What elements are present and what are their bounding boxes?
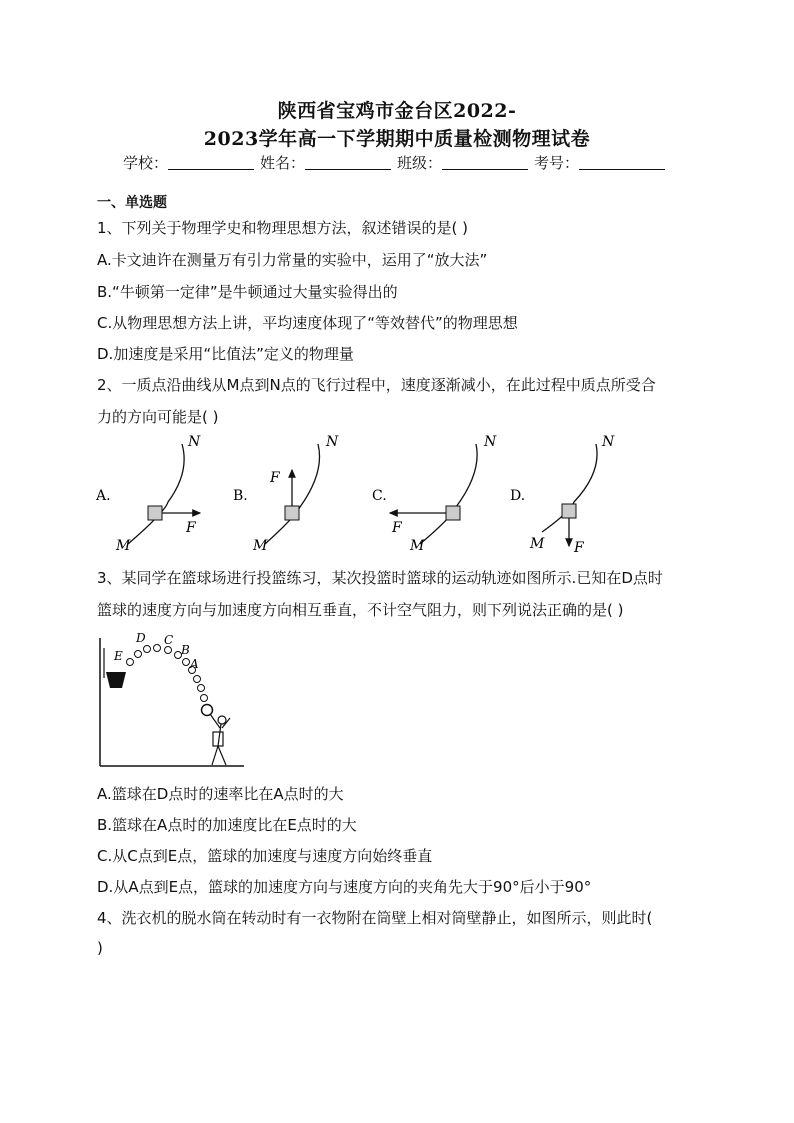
- q2-stem-line2: 力的方向可能是( ): [97, 408, 219, 426]
- q2-d-f-label: F: [574, 540, 584, 556]
- q2-option-b-label: B.: [233, 488, 248, 504]
- id-blank[interactable]: [579, 155, 665, 170]
- id-label: 考号：: [534, 154, 580, 172]
- student-info-row: [0, 152, 794, 173]
- q2-d-n-label: N: [602, 434, 615, 450]
- q2-options-diagram: [90, 432, 650, 560]
- name-label: 姓名：: [259, 154, 305, 172]
- q2-d-m-label: M: [530, 536, 545, 552]
- q2-stem-line1: 2、一质点沿曲线从M点到N点的飞行过程中，速度逐渐减小，在此过程中质点所受合: [97, 376, 656, 394]
- q3-basketball-diagram: [94, 628, 254, 772]
- hoop-icon: [106, 672, 126, 688]
- q2-option-a-label: A.: [96, 488, 111, 504]
- q2-option-d-label: D.: [510, 488, 526, 504]
- q3-point-d: D: [136, 631, 146, 645]
- q3-option-c[interactable]: C.从C点到E点，篮球的加速度与速度方向始终垂直: [97, 847, 433, 865]
- q2-option-d-figure[interactable]: [510, 434, 615, 556]
- q2-c-n-label: N: [484, 434, 497, 450]
- q1-stem: 1、下列关于物理学史和物理思想方法，叙述错误的是( ): [97, 219, 469, 237]
- title-line-2: 2023学年高一下学期期中质量检测物理试卷: [203, 128, 591, 150]
- q2-option-b-figure[interactable]: [233, 434, 339, 554]
- q3-stem-line1: 3、某同学在篮球场进行投篮练习，某次投篮时篮球的运动轨迹如图所示.已知在D点时: [97, 569, 663, 587]
- q3-option-a[interactable]: A.篮球在D点时的速率比在A点时的大: [97, 785, 344, 803]
- q2-option-c-figure[interactable]: [372, 434, 497, 554]
- q3-option-b[interactable]: B.篮球在A点时的加速度比在E点时的大: [97, 816, 357, 834]
- q2-a-m-label: M: [116, 538, 131, 554]
- q2-a-f-label: F: [186, 520, 196, 536]
- q2-b-n-label: N: [326, 434, 339, 450]
- q2-a-n-label: N: [188, 434, 201, 450]
- q3-stem-line2: 篮球的速度方向与加速度方向相互垂直，不计空气阻力，则下列说法正确的是( ): [97, 601, 624, 619]
- q2-option-a-figure[interactable]: [95, 434, 201, 554]
- q3-point-b: B: [181, 643, 190, 657]
- q3-option-d[interactable]: D.从A点到E点，篮球的加速度方向与速度方向的夹角先大于90°后小于90°: [97, 878, 592, 896]
- q4-stem-line2: ): [97, 939, 103, 957]
- class-blank[interactable]: [442, 155, 528, 170]
- q2-c-f-label: F: [392, 520, 402, 536]
- q1-option-c[interactable]: C.从物理思想方法上讲，平均速度体现了“等效替代”的物理思想: [97, 314, 518, 332]
- section-heading: 一、单选题: [97, 195, 167, 211]
- class-label: 班级：: [397, 154, 443, 172]
- q2-b-f-label: F: [270, 470, 280, 486]
- q1-option-a[interactable]: A.卡文迪许在测量万有引力常量的实验中，运用了“放大法”: [97, 251, 488, 269]
- player-figure: [210, 714, 230, 765]
- q3-point-c: C: [164, 633, 174, 647]
- q3-point-e: E: [114, 649, 123, 663]
- name-blank[interactable]: [305, 155, 391, 170]
- school-blank[interactable]: [168, 155, 254, 170]
- q1-option-b[interactable]: B.“牛顿第一定律”是牛顿通过大量实验得出的: [97, 283, 398, 301]
- q2-b-m-label: M: [253, 538, 268, 554]
- q2-option-c-label: C.: [372, 488, 387, 504]
- school-label: 学校：: [122, 154, 168, 172]
- title-line-1: 陕西省宝鸡市金台区2022-: [277, 100, 517, 122]
- q4-stem-line1: 4、洗衣机的脱水筒在转动时有一衣物附在筒壁上相对筒壁静止，如图所示，则此时(: [97, 909, 653, 927]
- q2-c-m-label: M: [410, 538, 425, 554]
- q1-option-d[interactable]: D.加速度是采用“比值法”定义的物理量: [97, 345, 354, 363]
- q3-point-a: A: [190, 657, 199, 671]
